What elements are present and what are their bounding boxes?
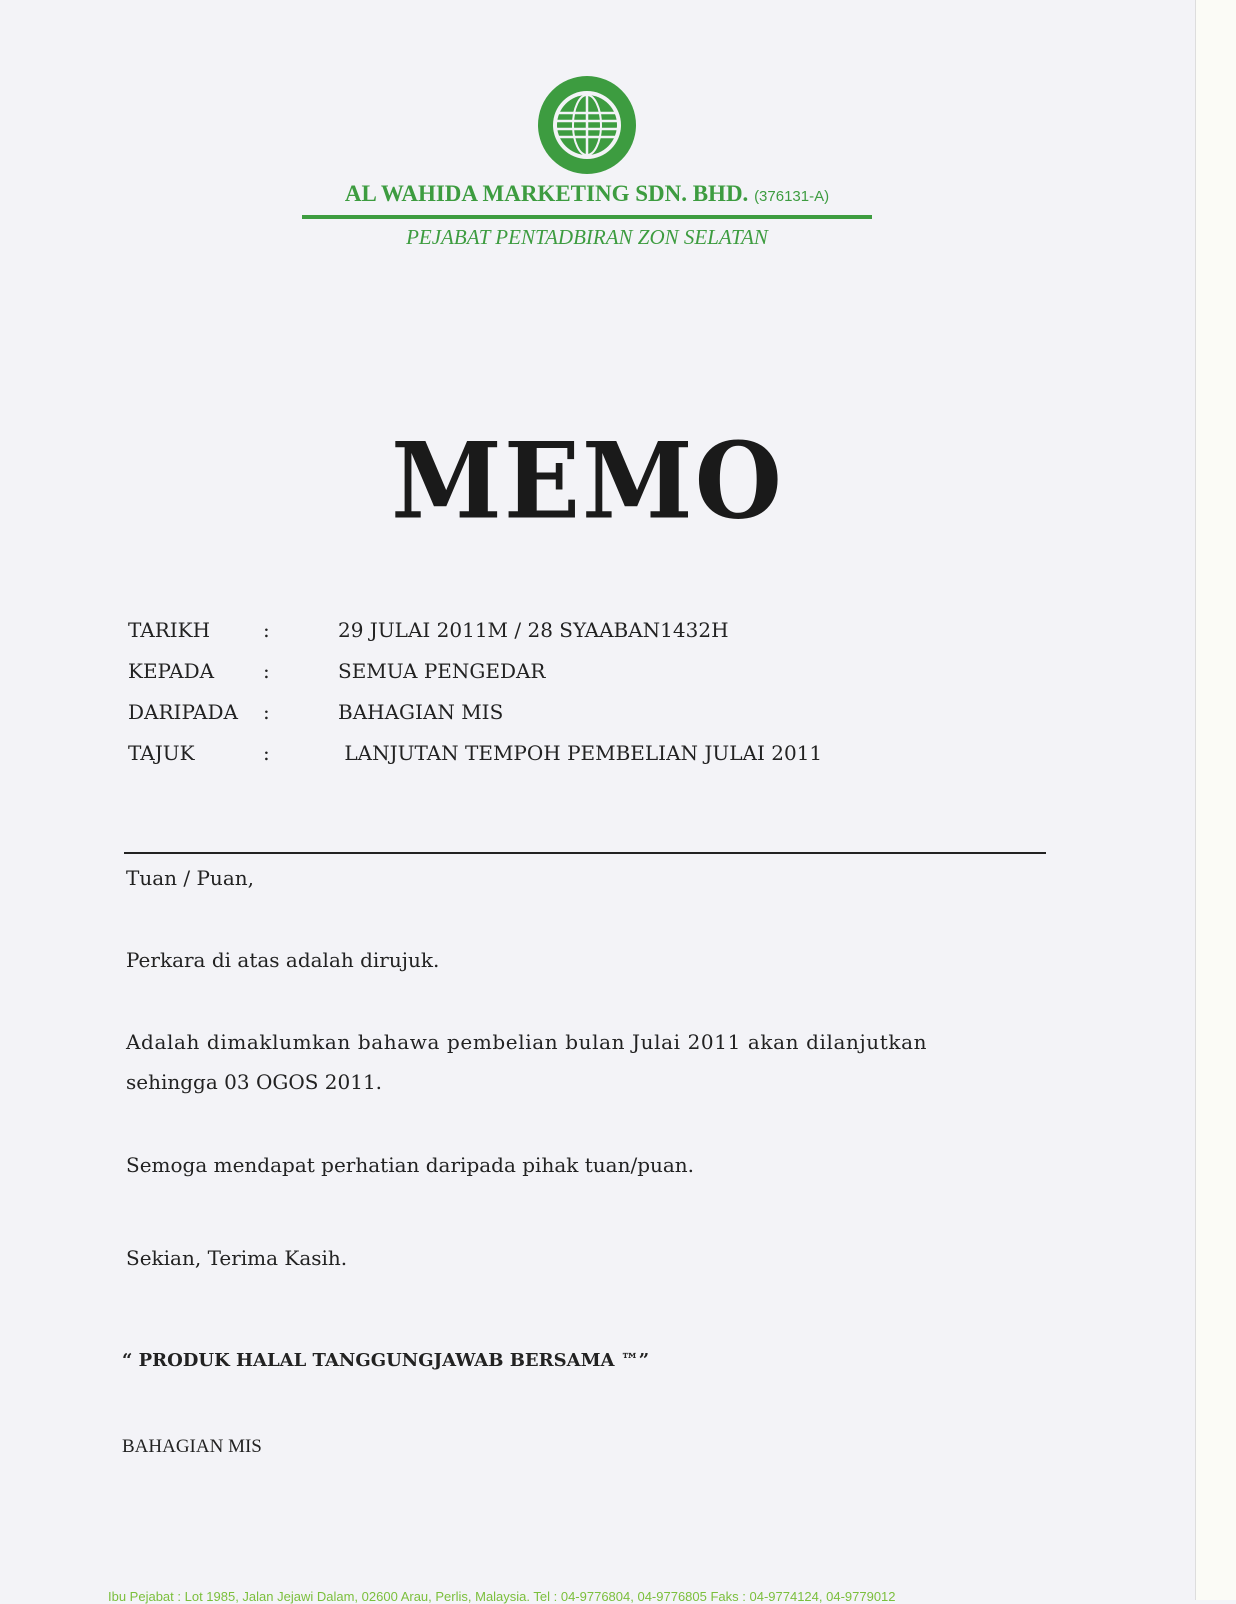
- slogan: “ PRODUK HALAL TANGGUNGJAWAB BERSAMA ™”: [122, 1350, 650, 1371]
- signature: BAHAGIAN MIS: [122, 1436, 262, 1457]
- page-edge: [1195, 0, 1236, 1600]
- meta-colon: :: [263, 741, 270, 765]
- footer-address: Ibu Pejabat : Lot 1985, Jalan Jejawi Dalam, 02600 Arau, Perlis, Malaysia. Tel : 04-9776804, 04-9776805 Faks : 04-9774124, 04-9779012: [108, 1589, 896, 1604]
- meta-colon: :: [263, 700, 270, 724]
- meta-label: TAJUK: [128, 741, 195, 765]
- company-logo: [537, 75, 637, 175]
- meta-label: DARIPADA: [128, 700, 238, 724]
- meta-value: 29 JULAI 2011M / 28 SYAABAN1432H: [338, 618, 729, 642]
- meta-colon: :: [263, 618, 270, 642]
- meta-divider: [124, 852, 1046, 854]
- meta-value: BAHAGIAN MIS: [338, 700, 504, 724]
- meta-row-from: [128, 700, 822, 741]
- meta-row-date: [128, 618, 822, 659]
- paragraph-1: Perkara di atas adalah dirujuk.: [126, 948, 440, 972]
- memo-title: MEMO: [391, 419, 784, 543]
- office-name: PEJABAT PENTADBIRAN ZON SELATAN: [406, 225, 768, 249]
- memo-meta: [128, 618, 822, 782]
- meta-label: TARIKH: [128, 618, 211, 642]
- paragraph-2-line-2: sehingga 03 OGOS 2011.: [126, 1070, 383, 1094]
- meta-colon: :: [263, 659, 270, 683]
- meta-value: LANJUTAN TEMPOH PEMBELIAN JULAI 2011: [338, 741, 823, 765]
- paragraph-2-line-1: Adalah dimaklumkan bahawa pembelian bulan Julai 2011 akan dilanjutkan: [126, 1030, 928, 1054]
- meta-label: KEPADA: [128, 659, 215, 683]
- company-reg-number: (376131-A): [754, 188, 830, 205]
- closing: Sekian, Terima Kasih.: [126, 1246, 348, 1270]
- meta-row-to: [128, 659, 822, 700]
- company-name-text: AL WAHIDA MARKETING SDN. BHD.: [344, 181, 749, 206]
- header-divider: [302, 215, 872, 219]
- company-name: [302, 181, 872, 207]
- salutation: Tuan / Puan,: [126, 866, 254, 890]
- meta-row-subject: [128, 741, 822, 782]
- meta-value: SEMUA PENGEDAR: [338, 659, 546, 683]
- paragraph-3: Semoga mendapat perhatian daripada pihak tuan/puan.: [126, 1153, 695, 1177]
